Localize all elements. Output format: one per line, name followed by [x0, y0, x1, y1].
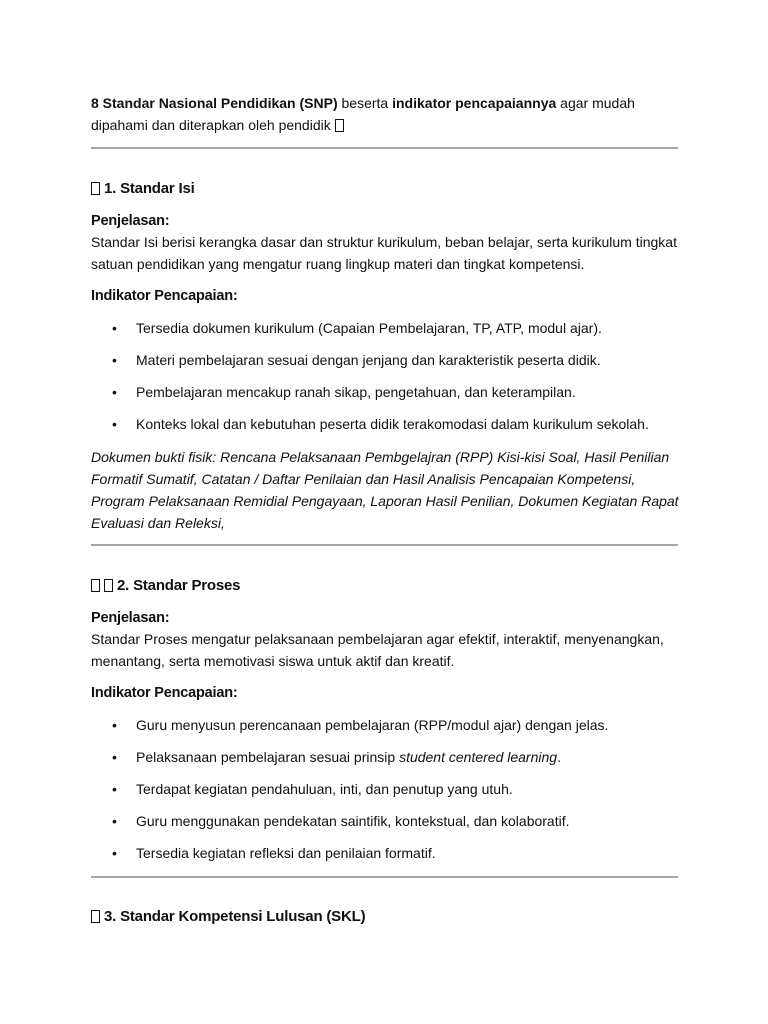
divider: [91, 147, 678, 149]
emoji-placeholder-icon: [91, 182, 100, 195]
intro-paragraph: [91, 92, 679, 136]
section2-heading: 2. Standar Proses: [91, 576, 240, 596]
section1-penjelasan-label: Penjelasan:: [91, 213, 170, 229]
intro-text-end: agar mudah dipahami dan diterapkan oleh pendidik: [91, 95, 635, 133]
section2-penjelasan: Standar Proses mengatur pelaksanaan pembelajaran agar efektif, interaktif, menyenangkan, menantang, serta memotivasi siswa untuk aktif dan kreatif.: [91, 631, 664, 669]
divider: [91, 544, 678, 546]
emoji-placeholder-icon: [335, 119, 344, 132]
emoji-placeholder-icon: [104, 579, 113, 592]
emoji-placeholder-icon: [91, 579, 100, 592]
emoji-placeholder-icon: [91, 910, 100, 923]
intro-text: beserta: [337, 95, 393, 111]
section3-heading: 3. Standar Kompetensi Lulusan (SKL): [91, 907, 365, 927]
section2-indikator-label: Indikator Pencapaian:: [91, 685, 238, 701]
intro-bold-title: 8 Standar Nasional Pendidikan (SNP): [91, 95, 338, 111]
section1-penjelasan: Standar Isi berisi kerangka dasar dan struktur kurikulum, beban belajar, serta kurikulum tingkat satuan pendidikan yang mengatur ruang lingkup materi dan tingkat kompetensi.: [91, 234, 677, 272]
section1-heading: 1. Standar Isi: [91, 179, 195, 199]
divider: [91, 876, 678, 878]
intro-bold-indikator: indikator pencapaiannya: [392, 95, 557, 111]
section1-indikator-label: Indikator Pencapaian:: [91, 288, 238, 304]
section2-penjelasan-label: Penjelasan:: [91, 610, 170, 626]
section1-dokumen-bukti: Dokumen bukti fisik: Rencana Pelaksanaan Pembgelajran (RPP) Kisi-kisi Soal, Hasil Penilian Formatif Sumatif, Catatan / Daftar Penilaian dan Hasil Analisis Pencapaian Kompetensi, Program Pelaksanaan Remidial Pengayaan, Laporan Hasil Penilian, Dokumen Kegiatan Rapat Evaluasi dan Releksi,: [91, 449, 679, 531]
